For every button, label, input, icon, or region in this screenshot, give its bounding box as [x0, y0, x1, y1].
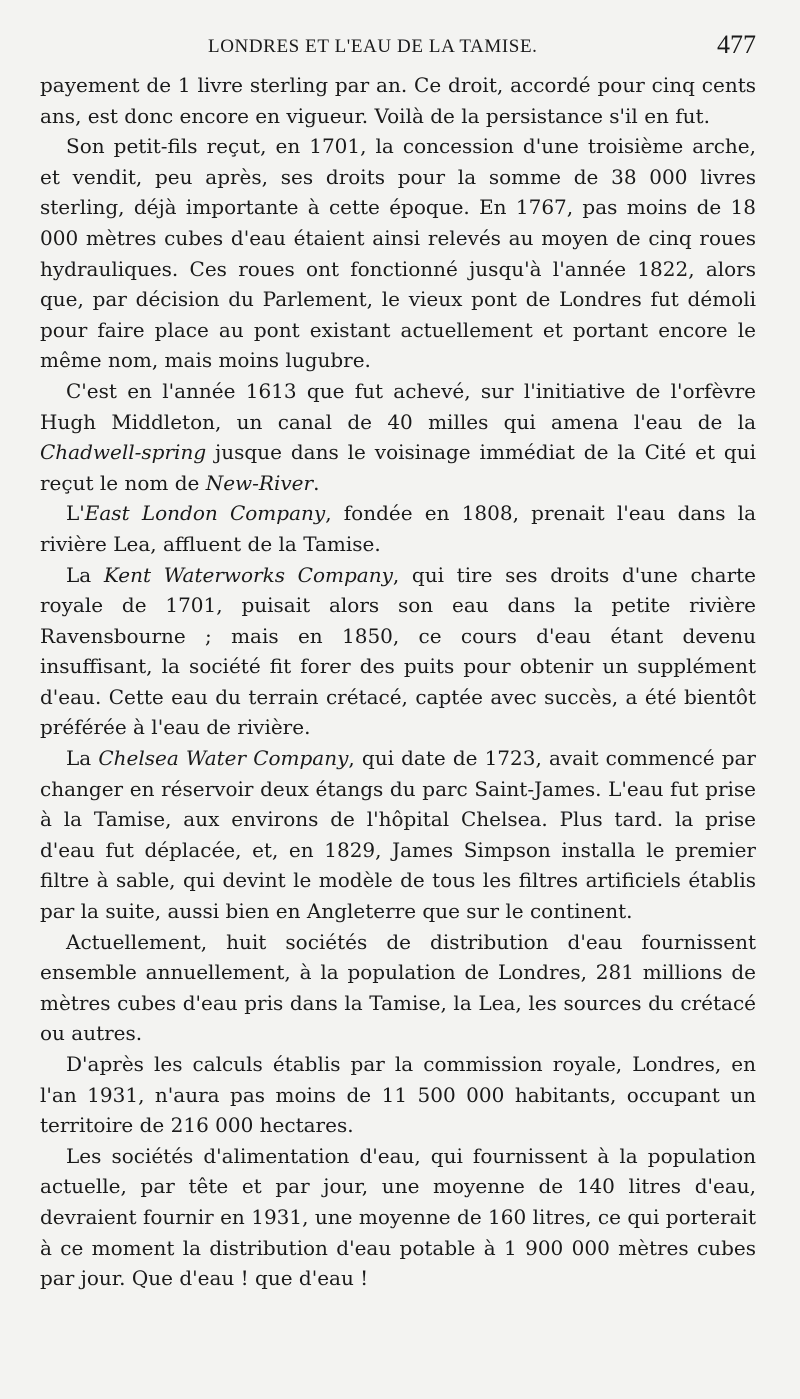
paragraph-text: Actuellement, huit sociétés de distribution d'eau fournissent ensemble annuellement, à la population de Londres, 281 millions de mètres cubes d'eau pris dans la Tamise, la Lea, les sources du crétacé ou autres.	[40, 929, 756, 1046]
paragraph-text: .	[313, 470, 320, 495]
paragraph-text: La	[66, 562, 104, 587]
paragraph-text: C'est en l'année 1613 que fut achevé, sur l'initiative de l'orfèvre Hugh Middleton, un canal de 40 milles qui amena l'eau de la	[40, 378, 756, 434]
paragraph	[40, 1049, 756, 1141]
paragraph-text: Son petit-fils reçut, en 1701, la concession d'une troisième arche, et vendit, peu après, ses droits pour la somme de 38 000 livres sterling, déjà importante à cette époque. En 1767, pas moins de 18 000 mètres cubes d'eau étaient ainsi relevés au moyen de cinq roues hydrauliques. Ces roues ont fonctionné jusqu'à l'année 1822, alors que, par décision du Parlement, le vieux pont de Londres fut démoli pour faire place au pont existant actuellement et portant encore le même nom, mais moins lugubre.	[40, 134, 756, 373]
italic-name: Chadwell-spring	[40, 440, 207, 465]
italic-name: East London Company	[84, 501, 326, 526]
paragraph-text: Les sociétés d'alimentation d'eau, qui fournissent à la population actuelle, par tête et par jour, une moyenne de 140 litres d'eau, devraient fournir en 1931, une moyenne de 160 litres, ce qui porterait à ce moment la distribution d'eau potable à 1 900 000 mètres cubes par jour. Que d'eau ! que d'eau !	[40, 1143, 756, 1291]
paragraph	[40, 1141, 756, 1294]
paragraph	[40, 560, 756, 744]
running-title: LONDRES ET L'EAU DE LA TAMISE.	[208, 36, 538, 57]
paragraph	[40, 498, 756, 559]
page-number: 477	[717, 30, 756, 59]
paragraph	[40, 70, 756, 131]
paragraph-text: D'après les calculs établis par la commission royale, Londres, en l'an 1931, n'aura pas moins de 11 500 000 habitants, occupant un territoire de 216 000 hectares.	[40, 1052, 756, 1138]
paragraph	[40, 743, 756, 927]
body-text	[40, 70, 756, 1294]
paragraph-text: La	[66, 746, 99, 771]
paragraph	[40, 131, 756, 376]
paragraph-text: L'	[66, 501, 85, 526]
paragraph-text: jusque dans le voisinage immédiat de la Cité et qui reçut le nom de	[40, 440, 756, 495]
paragraph	[40, 927, 756, 1049]
paragraph-text: , fondée en 1808, prenait l'eau dans la rivière Lea, affluent de la Tamise.	[40, 501, 756, 556]
paragraph-text: payement de 1 livre sterling par an. Ce droit, accordé pour cinq cents ans, est donc encore en vigueur. Voilà de la persistance s'il en fut.	[40, 73, 756, 128]
running-head	[40, 26, 756, 70]
italic-name: Kent Waterworks Company	[103, 562, 393, 587]
paragraph-text: , qui tire ses droits d'une charte royale de 1701, puisait alors son eau dans la petite rivière Ravensbourne ; mais en 1850, ce cours d'eau étant devenu insuffisant, la société fit forer des puits pour obtenir un supplément d'eau. Cette eau du terrain crétacé, captée avec succès, a été bientôt préférée à l'eau de rivière.	[40, 562, 757, 740]
paragraph	[40, 376, 756, 498]
italic-name: Chelsea Water Company	[98, 746, 349, 771]
italic-name: New-River	[205, 470, 314, 495]
paragraph-text: , qui date de 1723, avait commencé par changer en réservoir deux étangs du parc Saint-James. L'eau fut prise à la Tamise, aux environs de l'hôpital Chelsea. Plus tard. la prise d'eau fut déplacée, et, en 1829, James Simpson installa le premier filtre à sable, qui devint le modèle de tous les filtres artificiels établis par la suite, aussi bien en Angleterre que sur le continent.	[40, 746, 756, 924]
